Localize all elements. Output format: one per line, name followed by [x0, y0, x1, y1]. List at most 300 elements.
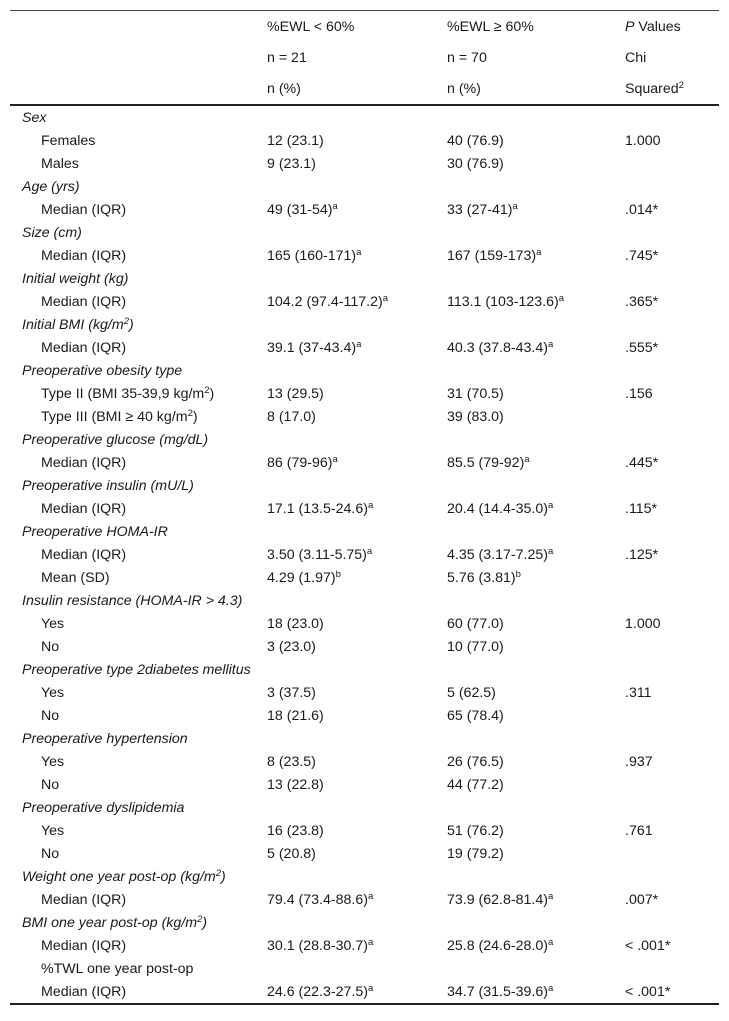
group1-value-cell: [267, 451, 447, 474]
group1-value-cell: [267, 267, 447, 290]
group1-value-cell: [267, 704, 447, 727]
cell-value: 79.4 (73.4-88.6): [267, 891, 368, 908]
table-row: [10, 244, 719, 267]
p-value-cell: [625, 313, 719, 336]
table-group-row: [10, 865, 719, 888]
group-label: [10, 175, 267, 198]
footnote-marker: b: [335, 568, 341, 580]
footnote-marker: a: [356, 246, 362, 258]
table-row: [10, 888, 719, 911]
row-label-text: Sex: [22, 109, 47, 126]
row-label-text: Median (IQR): [41, 454, 127, 471]
cell-value: 10 (77.0): [447, 638, 504, 655]
group2-value-cell: [447, 152, 625, 175]
p-value-cell: [625, 750, 719, 773]
header-row: [10, 11, 719, 43]
header-squared-text: Squared: [625, 80, 679, 97]
footnote-marker: a: [558, 292, 565, 304]
cell-value: 167 (159-173): [447, 247, 537, 264]
group1-value-cell: [267, 405, 447, 428]
row-label: [10, 888, 267, 911]
row-label: [10, 704, 267, 727]
p-value-cell: [625, 773, 719, 796]
row-label-text: No: [41, 845, 60, 862]
row-label-text: Median (IQR): [41, 546, 127, 563]
cell-value: 34.7 (31.5-39.6): [447, 983, 548, 1000]
cell-value: 3 (37.5): [267, 684, 316, 701]
table-row: [10, 451, 719, 474]
cell-value: 31 (70.5): [447, 385, 504, 402]
row-label-text: No: [41, 707, 60, 724]
p-value-cell: [625, 244, 719, 267]
p-value-cell: [625, 497, 719, 520]
row-label: [10, 957, 267, 980]
cell-value: 51 (76.2): [447, 822, 504, 839]
header-unit-group2: n (%): [447, 73, 625, 105]
group2-value-cell: [447, 290, 625, 313]
row-label: [10, 405, 267, 428]
group1-value-cell: [267, 198, 447, 221]
p-value-cell: [625, 566, 719, 589]
group2-value-cell: [447, 543, 625, 566]
p-value-cell: [625, 428, 719, 451]
group1-value-cell: [267, 980, 447, 1004]
footnote-marker: a: [367, 936, 374, 948]
group2-value-cell: [447, 497, 625, 520]
row-label-superscript: 2: [215, 867, 222, 879]
results-table-container: [10, 10, 719, 1005]
cell-value: 4.29 (1.97): [267, 569, 336, 586]
group2-value-cell: [447, 221, 625, 244]
group1-value-cell: [267, 750, 447, 773]
cell-value: 5.76 (3.81): [447, 569, 516, 586]
p-value: .555*: [625, 339, 659, 356]
table-row: [10, 819, 719, 842]
cell-value: 73.9 (62.8-81.4): [447, 891, 548, 908]
group1-value-cell: [267, 957, 447, 980]
p-value-cell: [625, 727, 719, 750]
group2-value-cell: [447, 750, 625, 773]
footnote-marker: a: [356, 338, 362, 350]
row-label: [10, 612, 267, 635]
row-label: [10, 198, 267, 221]
row-label-text: Initial weight (kg): [22, 270, 129, 287]
row-label-text: Preoperative HOMA-IR: [22, 523, 168, 540]
group1-value-cell: [267, 796, 447, 819]
row-label-text: No: [41, 776, 60, 793]
group2-value-cell: [447, 842, 625, 865]
table-group-row: [10, 911, 719, 934]
row-label: [10, 681, 267, 704]
cell-value: 24.6 (22.3-27.5): [267, 983, 368, 1000]
cell-value: 5 (62.5): [447, 684, 496, 701]
table-row: [10, 612, 719, 635]
header-n-group1: n = 21: [267, 49, 307, 66]
row-label-text: Median (IQR): [41, 983, 127, 1000]
group1-value-cell: [267, 359, 447, 382]
p-value-cell: [625, 888, 719, 911]
group2-value-cell: [447, 658, 625, 681]
table-group-row: [10, 105, 719, 129]
row-label-text: Median (IQR): [41, 201, 127, 218]
header-p-letter: P: [625, 18, 635, 35]
group2-value-cell: [447, 934, 625, 957]
header-unit-group1: n (%): [267, 73, 447, 105]
p-value-cell: [625, 796, 719, 819]
row-label-text: Median (IQR): [41, 293, 127, 310]
cell-value: 85.5 (79-92): [447, 454, 525, 471]
group1-value-cell: [267, 773, 447, 796]
row-label-text: Preoperative dyslipidemia: [22, 799, 185, 816]
p-value-cell: [625, 152, 719, 175]
p-value: .125*: [625, 546, 659, 563]
cell-value: 19 (79.2): [447, 845, 504, 862]
header-squared: [625, 73, 719, 105]
group-label: [10, 727, 267, 750]
p-value-cell: [625, 704, 719, 727]
table-group-row: [10, 796, 719, 819]
p-value-cell: [625, 957, 719, 980]
p-value-cell: [625, 405, 719, 428]
footnote-marker: a: [367, 890, 374, 902]
p-value-cell: [625, 221, 719, 244]
footnote-marker: a: [547, 499, 554, 511]
footnote-marker: a: [524, 453, 530, 465]
group1-value-cell: [267, 221, 447, 244]
group1-value-cell: [267, 244, 447, 267]
footnote-marker: a: [512, 200, 518, 212]
row-label-suffix: ): [202, 914, 208, 931]
p-value: .115*: [625, 500, 658, 517]
p-value: .745*: [625, 247, 659, 264]
p-value-cell: [625, 382, 719, 405]
cell-value: 13 (22.8): [267, 776, 324, 793]
group1-value-cell: [267, 635, 447, 658]
row-label-suffix: ): [209, 385, 215, 402]
group-label: [10, 428, 267, 451]
row-label-text: No: [41, 638, 60, 655]
p-value-cell: [625, 474, 719, 497]
cell-value: 40 (76.9): [447, 132, 504, 149]
table-row: [10, 980, 719, 1004]
group2-value-cell: [447, 819, 625, 842]
row-label: [10, 635, 267, 658]
group2-value-cell: [447, 520, 625, 543]
p-value: .156: [625, 385, 653, 402]
group1-value-cell: [267, 152, 447, 175]
group2-value-cell: [447, 129, 625, 152]
table-row: [10, 336, 719, 359]
p-value-cell: [625, 865, 719, 888]
row-label: [10, 842, 267, 865]
footnote-marker: a: [547, 982, 554, 994]
group2-value-cell: [447, 980, 625, 1004]
group2-value-cell: [447, 382, 625, 405]
row-label: [10, 336, 267, 359]
table-body: [10, 105, 719, 1004]
table-group-row: [10, 313, 719, 336]
table-row: [10, 635, 719, 658]
table-row: [10, 750, 719, 773]
footnote-marker: a: [367, 982, 374, 994]
group2-value-cell: [447, 704, 625, 727]
group1-value-cell: [267, 129, 447, 152]
p-value-cell: [625, 589, 719, 612]
p-value-cell: [625, 290, 719, 313]
p-value-cell: [625, 681, 719, 704]
header-squared-sup: 2: [678, 79, 684, 91]
table-row: [10, 773, 719, 796]
group2-value-cell: [447, 336, 625, 359]
cell-value: 65 (78.4): [447, 707, 504, 724]
footnote-marker: a: [547, 338, 554, 350]
row-label-text: %TWL one year post-op: [41, 960, 194, 977]
group2-value-cell: [447, 796, 625, 819]
row-label-text: Yes: [41, 822, 65, 839]
header-chi: Chi: [625, 49, 647, 66]
row-label-text: Yes: [41, 684, 65, 701]
group1-value-cell: [267, 105, 447, 129]
group2-value-cell: [447, 566, 625, 589]
table-group-row: [10, 727, 719, 750]
group1-value-cell: [267, 888, 447, 911]
table-row: [10, 152, 719, 175]
group2-value-cell: [447, 313, 625, 336]
p-value: 1.000: [625, 615, 661, 632]
cell-value: 30 (76.9): [447, 155, 504, 172]
row-label-text: Males: [41, 155, 79, 172]
cell-value: 26 (76.5): [447, 753, 504, 770]
group2-value-cell: [447, 105, 625, 129]
cell-value: 12 (23.1): [267, 132, 324, 149]
p-value: 1.000: [625, 132, 661, 149]
cell-value: 20.4 (14.4-35.0): [447, 500, 548, 517]
footnote-marker: a: [547, 545, 554, 557]
cell-value: 5 (20.8): [267, 845, 316, 862]
group1-value-cell: [267, 290, 447, 313]
header-empty-cell: [10, 11, 267, 43]
row-label: [10, 451, 267, 474]
p-value-cell: [625, 105, 719, 129]
row-label: [10, 980, 267, 1004]
group-label: [10, 221, 267, 244]
row-label-suffix: ): [221, 868, 226, 885]
table-group-row: [10, 474, 719, 497]
table-group-row: [10, 428, 719, 451]
cell-value: 8 (17.0): [267, 408, 316, 425]
header-row: [10, 42, 719, 73]
table-row: [10, 842, 719, 865]
group1-value-cell: [267, 911, 447, 934]
group1-value-cell: [267, 382, 447, 405]
row-label-text: Females: [41, 132, 96, 149]
footnote-marker: a: [536, 246, 542, 258]
table-group-row: [10, 658, 719, 681]
p-value: .311: [625, 684, 652, 701]
p-value: .445*: [625, 454, 659, 471]
group-label: [10, 658, 267, 681]
group2-value-cell: [447, 428, 625, 451]
group-label: [10, 267, 267, 290]
row-label-suffix: ): [129, 316, 134, 333]
row-label-text: Mean (SD): [41, 569, 110, 586]
row-label-text: BMI one year post-op (kg/m: [22, 914, 198, 931]
row-label: [10, 244, 267, 267]
p-value-cell: [625, 543, 719, 566]
p-value: < .001*: [625, 937, 671, 954]
row-label: [10, 290, 267, 313]
table-row: [10, 382, 719, 405]
group2-value-cell: [447, 244, 625, 267]
group1-value-cell: [267, 428, 447, 451]
cell-value: 60 (77.0): [447, 615, 504, 632]
row-label-text: Weight one year post-op (kg/m: [22, 868, 216, 885]
row-label: [10, 819, 267, 842]
row-label-text: Yes: [41, 753, 65, 770]
cell-value: 104.2 (97.4-117.2): [267, 293, 383, 310]
footnote-marker: a: [547, 890, 554, 902]
cell-value: 13 (29.5): [267, 385, 324, 402]
header-group1: %EWL < 60%: [267, 11, 447, 43]
group-label: [10, 474, 267, 497]
row-label: [10, 543, 267, 566]
group2-value-cell: [447, 589, 625, 612]
table-group-row: [10, 175, 719, 198]
row-label-text: Size (cm): [22, 224, 82, 241]
header-n-group2: n = 70: [447, 49, 487, 66]
cell-value: 49 (31-54): [267, 201, 333, 218]
group2-value-cell: [447, 405, 625, 428]
footnote-marker: b: [515, 568, 521, 580]
p-value-cell: [625, 129, 719, 152]
cell-value: 165 (160-171): [267, 247, 357, 264]
p-value-cell: [625, 980, 719, 1004]
p-value-cell: [625, 336, 719, 359]
group1-value-cell: [267, 175, 447, 198]
footnote-marker: a: [332, 453, 338, 465]
row-label: [10, 497, 267, 520]
group-label: [10, 911, 267, 934]
group-label: [10, 796, 267, 819]
group2-value-cell: [447, 635, 625, 658]
group2-value-cell: [447, 451, 625, 474]
group1-value-cell: [267, 681, 447, 704]
row-label: [10, 934, 267, 957]
row-label-text: Median (IQR): [41, 247, 127, 264]
row-label: [10, 382, 267, 405]
group2-value-cell: [447, 773, 625, 796]
group2-value-cell: [447, 681, 625, 704]
group-label: [10, 589, 267, 612]
row-label-text: Median (IQR): [41, 891, 127, 908]
group1-value-cell: [267, 313, 447, 336]
p-value-cell: [625, 842, 719, 865]
cell-value: 113.1 (103-123.6): [447, 293, 559, 310]
footnote-marker: a: [332, 200, 338, 212]
row-label-text: Preoperative glucose (mg/dL): [22, 431, 209, 448]
group2-value-cell: [447, 474, 625, 497]
group1-value-cell: [267, 842, 447, 865]
cell-value: 40.3 (37.8-43.4): [447, 339, 548, 356]
row-label-text: Median (IQR): [41, 937, 127, 954]
row-label-text: Preoperative type 2diabetes mellitus: [22, 661, 251, 678]
p-value-cell: [625, 359, 719, 382]
header-empty-cell: [10, 42, 267, 73]
p-value-cell: [625, 934, 719, 957]
cell-value: 9 (23.1): [267, 155, 316, 172]
row-label: [10, 750, 267, 773]
cell-value: 86 (79-96): [267, 454, 333, 471]
cell-value: 17.1 (13.5-24.6): [267, 500, 368, 517]
table-row: [10, 129, 719, 152]
header-empty-cell: [10, 73, 267, 105]
group1-value-cell: [267, 865, 447, 888]
p-value: .007*: [625, 891, 659, 908]
row-label-text: Median (IQR): [41, 339, 127, 356]
cell-value: 16 (23.8): [267, 822, 324, 839]
group-label: [10, 359, 267, 382]
row-label-text: Insulin resistance (HOMA-IR > 4.3): [22, 592, 243, 609]
cell-value: 33 (27-41): [447, 201, 513, 218]
row-label-text: Preoperative obesity type: [22, 362, 183, 379]
group1-value-cell: [267, 819, 447, 842]
cell-value: 18 (23.0): [267, 615, 324, 632]
header-p-rest: Values: [634, 18, 681, 35]
group2-value-cell: [447, 612, 625, 635]
group1-value-cell: [267, 520, 447, 543]
group1-value-cell: [267, 612, 447, 635]
group2-value-cell: [447, 865, 625, 888]
header-p-values: [625, 11, 719, 43]
group1-value-cell: [267, 727, 447, 750]
p-value-cell: [625, 175, 719, 198]
row-label: [10, 773, 267, 796]
row-label-text: Yes: [41, 615, 65, 632]
p-value-cell: [625, 267, 719, 290]
group2-value-cell: [447, 267, 625, 290]
header-group2: %EWL ≥ 60%: [447, 11, 625, 43]
table-row: [10, 681, 719, 704]
row-label-text: Preoperative hypertension: [22, 730, 188, 747]
table-row: [10, 704, 719, 727]
group2-value-cell: [447, 727, 625, 750]
group1-value-cell: [267, 658, 447, 681]
row-label-text: Type III (BMI ≥ 40 kg/m: [41, 408, 188, 425]
p-value-cell: [625, 612, 719, 635]
row-label-text: Median (IQR): [41, 500, 127, 517]
p-value: .937: [625, 753, 653, 770]
p-value-cell: [625, 911, 719, 934]
table-group-row: [10, 359, 719, 382]
table-row: [10, 405, 719, 428]
row-label: [10, 566, 267, 589]
row-label: [10, 129, 267, 152]
p-value-cell: [625, 451, 719, 474]
footnote-marker: a: [366, 545, 373, 557]
cell-value: 39.1 (37-43.4): [267, 339, 357, 356]
group1-value-cell: [267, 543, 447, 566]
table-row: [10, 957, 719, 980]
group-label: [10, 105, 267, 129]
group1-value-cell: [267, 589, 447, 612]
cell-value: 4.35 (3.17-7.25): [447, 546, 548, 563]
p-value: .014*: [625, 201, 659, 218]
row-label-text: Type II (BMI 35-39,9 kg/m: [41, 385, 205, 402]
row-label-superscript: 2: [187, 407, 193, 419]
p-value-cell: [625, 520, 719, 543]
p-value-cell: [625, 819, 719, 842]
cell-value: 30.1 (28.8-30.7): [267, 937, 368, 954]
